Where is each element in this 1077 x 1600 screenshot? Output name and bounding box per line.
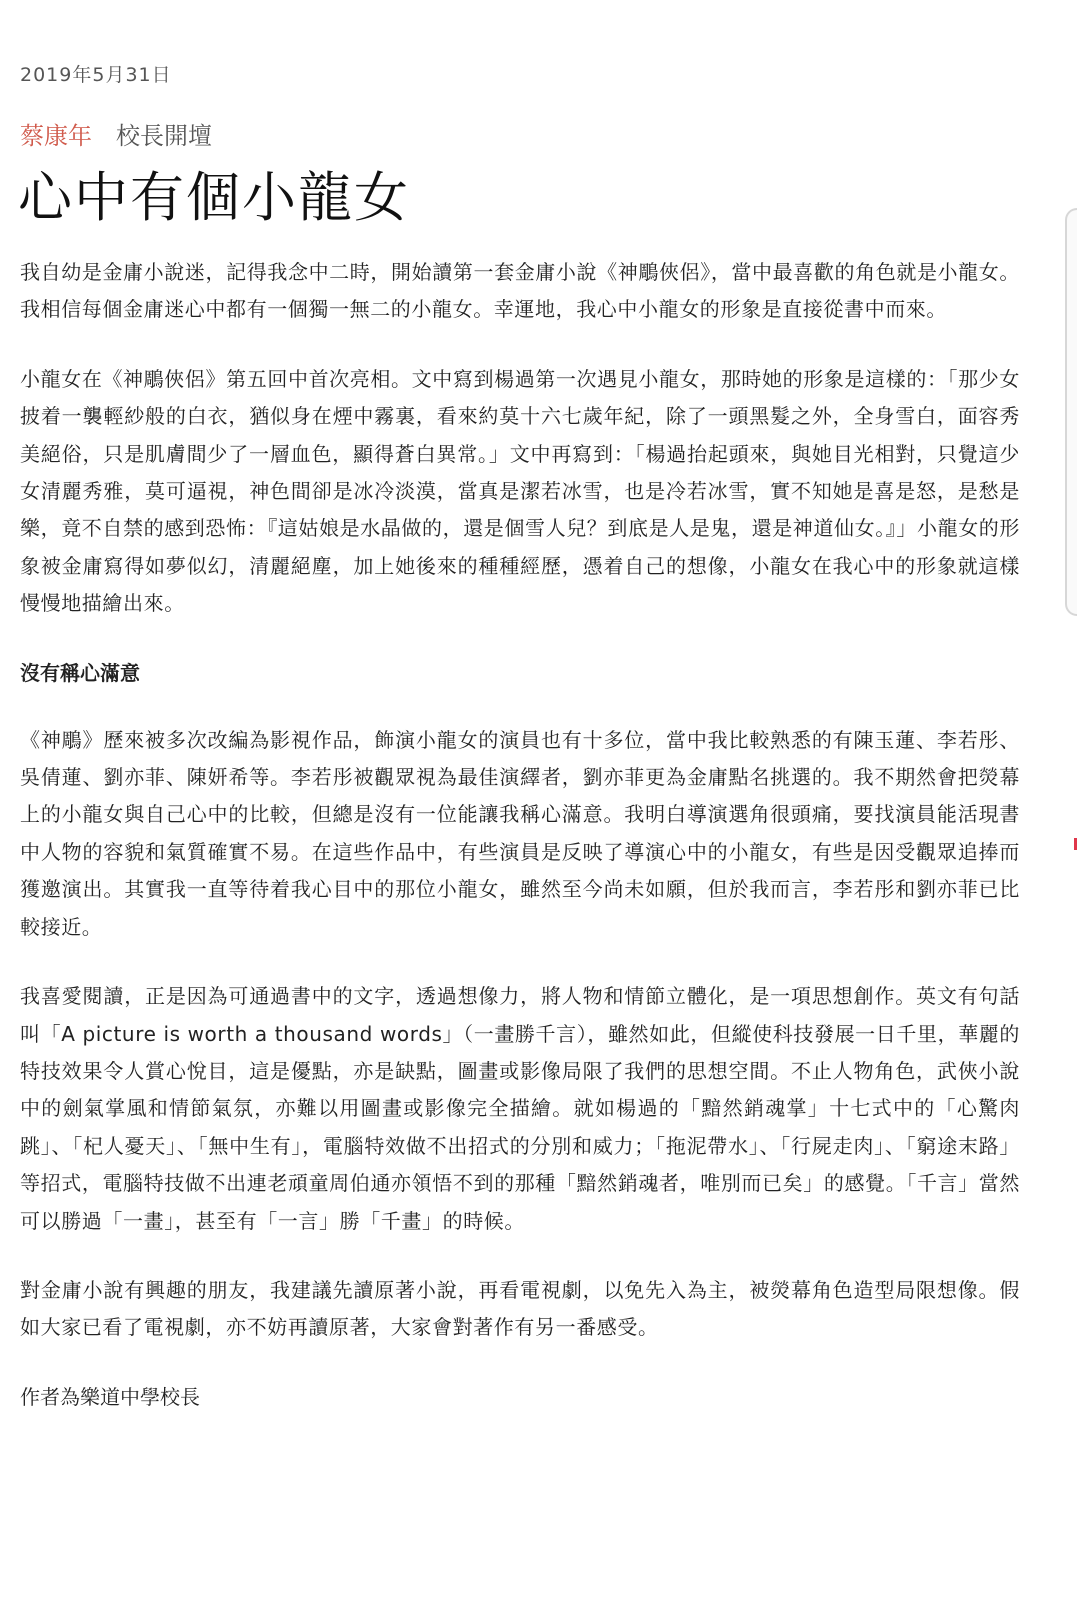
section-heading: 沒有稱心滿意: [20, 660, 140, 685]
author-note: 作者為樂道中學校長: [20, 1384, 200, 1409]
paragraph: 《神鵰》歷來被多次改編為影視作品，飾演小龍女的演員也有十多位，當中我比較熟悉的有陳玉蓮、李若彤、吳倩蓮、劉亦菲、陳妍希等。李若彤被觀眾視為最佳演繹者，劉亦菲更為金庸點名挑選的。我不期然會把熒幕上的小龍女與自己心中的比較，但總是沒有一位能讓我稱心滿意。我明白導演選角很頭痛，要找演員能活現書中人物的容貌和氣質確實不易。在這些作品中，有些演員是反映了導演心中的小龍女，有些是因受觀眾追捧而獲邀演出。其實我一直等待着我心目中的那位小龍女，雖然至今尚未如願，但於我而言，李若彤和劉亦菲已比較接近。: [20, 727, 1020, 939]
scrollbar[interactable]: [1065, 208, 1077, 616]
byline: [20, 116, 212, 151]
paragraph: 對金庸小說有興趣的朋友，我建議先讀原著小說，再看電視劇，以免先入為主，被熒幕角色造型局限想像。假如大家已看了電視劇，亦不妨再讀原著，大家會對著作有另一番感受。: [20, 1277, 1020, 1340]
author-name[interactable]: 蔡康年: [20, 122, 92, 150]
paragraph: 我自幼是金庸小說迷，記得我念中二時，開始讀第一套金庸小說《神鵰俠侶》，當中最喜歡的角色就是小龍女。我相信每個金庸迷心中都有一個獨一無二的小龍女。幸運地，我心中小龍女的形象是直接從書中而來。: [20, 260, 1020, 322]
article-body: [20, 254, 1020, 1416]
paragraph: 小龍女在《神鵰俠侶》第五回中首次亮相。文中寫到楊過第一次遇見小龍女，那時她的形象是這樣的：「那少女披着一襲輕紗般的白衣，猶似身在煙中霧裏，看來約莫十六七歲年紀，除了一頭黑髮之外，全身雪白，面容秀美絕俗，只是肌膚間少了一層血色，顯得蒼白異常。」文中再寫到：「楊過抬起頭來，與她目光相對，只覺這少女清麗秀雅，莫可逼視，神色間卻是冰冷淡漠，當真是潔若冰雪，也是冷若冰雪，實不知她是喜是怒，是愁是樂，竟不自禁的感到恐怖：『這姑娘是水晶做的，還是個雪人兒？到底是人是鬼，還是神道仙女。』」小龍女的形象被金庸寫得如夢似幻，清麗絕塵，加上她後來的種種經歷，憑着自己的想像，小龍女在我心中的形象就這樣慢慢地描繪出來。: [20, 366, 1020, 616]
article-title: 心中有個小龍女: [18, 166, 410, 229]
column-name[interactable]: 校長開壇: [116, 122, 212, 150]
paragraph: 我喜愛閱讀，正是因為可通過書中的文字，透過想像力，將人物和情節立體化，是一項思想創作。英文有句話叫「A picture is worth a thousand words」（一畫勝千言），雖然如此，但縱使科技發展一日千里，華麗的特技效果令人賞心悅目，這是優點，亦是缺點，圖畫或影像局限了我們的思想空間。不止人物角色，武俠小說中的劍氣掌風和情節氣氛，亦難以用圖畫或影像完全描繪。就如楊過的「黯然銷魂掌」十七式中的「心驚肉跳」、「杞人憂天」、「無中生有」，電腦特效做不出招式的分別和威力；「拖泥帶水」、「行屍走肉」、「窮途末路」等招式，電腦特技做不出連老頑童周伯通亦領悟不到的那種「黯然銷魂者，唯別而已矣」的感覺。「千言」當然可以勝過「一畫」，甚至有「一言」勝「千畫」的時候。: [20, 984, 1020, 1233]
publish-date: 2019年5月31日: [20, 64, 172, 86]
